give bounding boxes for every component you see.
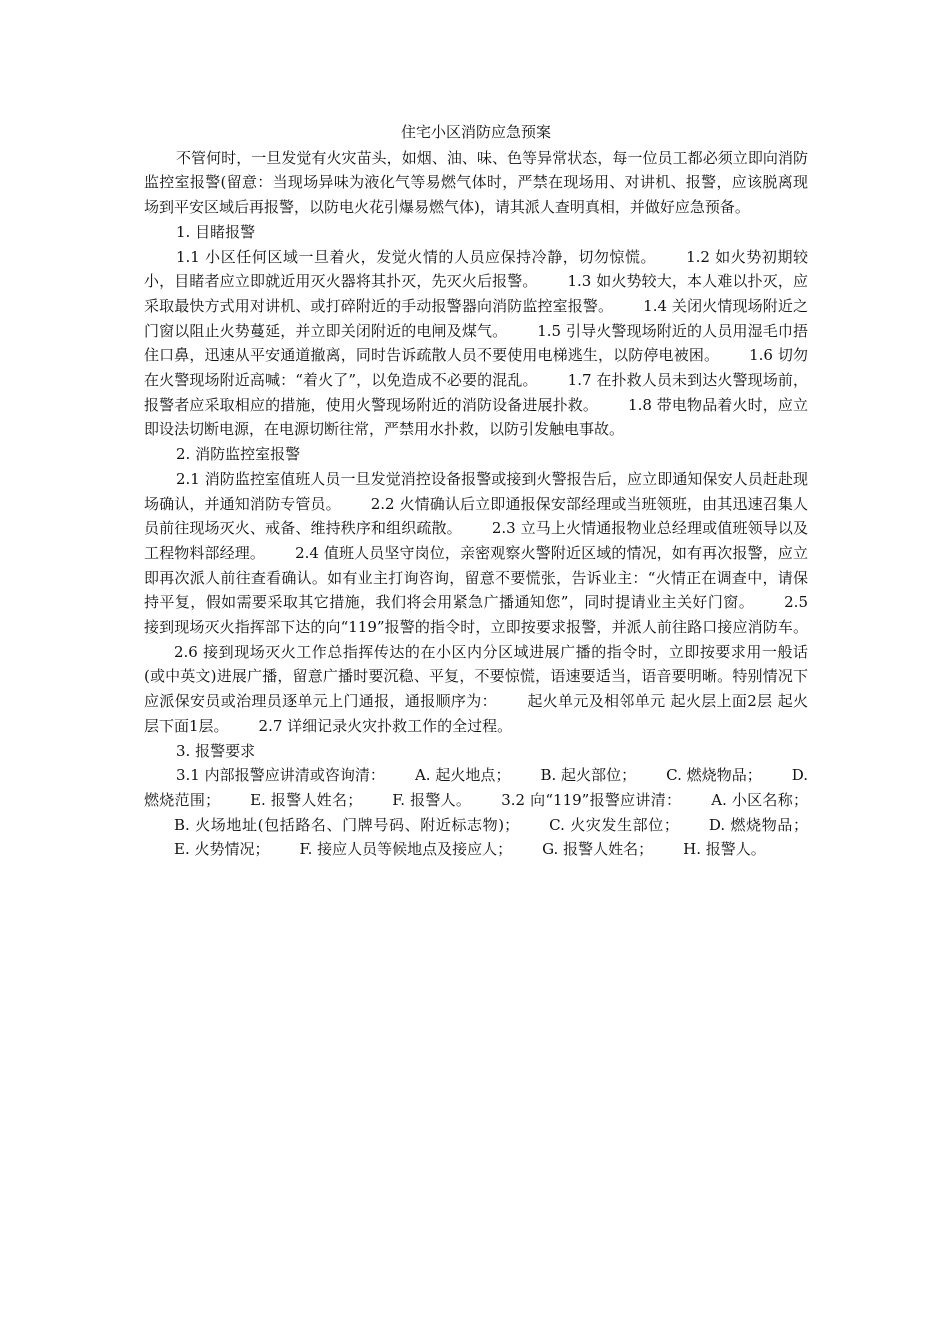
section-body-2: [144, 467, 808, 739]
section-item: C. 火灾发生部位；: [549, 815, 679, 834]
section-item: 1.4 关闭火情现场附近之门窗以阻止火势蔓延，并立即关闭附近的电闸及煤气。: [144, 296, 809, 340]
section-item: 1.2 如火势初期较小，目睹者应立即就近用灭火器将其扑灭，先灭火后报警。: [144, 247, 808, 291]
section-item: 1.8 带电物品着火时，应立即设法切断电源，在电源切断往常，严禁用水扑救，以防引发触电事故。: [144, 395, 808, 439]
section-item: G. 报警人姓名；: [542, 840, 654, 859]
section-item: H. 报警人。: [683, 840, 766, 859]
section-item: 2.5 接到现场灭火指挥部下达的向“119”报警的指令时，立即按要求报警，并派人前往路口接应消防车。: [144, 593, 808, 637]
section-item: 1.6 切勿在火警现场附近高喊：“着火了”，以免造成不必要的混乱。: [144, 346, 809, 390]
section-item: D. 燃烧范围；: [144, 766, 809, 809]
section-item: E. 火势情况；: [174, 840, 270, 859]
section-heading-3: 3. 报警要求: [176, 741, 256, 760]
section-item: 3.2 向“119”报警应讲清：: [501, 790, 682, 809]
intro-paragraph: 不管何时，一旦发觉有火灾苗头，如烟、油、味、色等异常状态，每一位员工都必须立即向消防监控室报警(留意：当现场异味为液化气等易燃气体时，严禁在现场用、对讲机、报警，应该脱离现场到平安区域后再报警，以防电火花引爆易燃气体)，请其派人查明真相，并做好应急预备。: [144, 148, 808, 217]
section-item: 1.1 小区任何区域一旦着火，发觉火情的人员应保持冷静，切勿惊慌。: [176, 247, 657, 266]
section-item: 起火单元及相邻单元 起火层上面2层 起火层下面1层。: [144, 692, 808, 735]
section-item: 2.1 消防监控室值班人员一旦发觉消控设备报警或接到火警报告后，应立即通知保安人员赶赴现场确认，并通知消防专管员。: [144, 469, 808, 513]
section-item: F. 接应人员等候地点及接应人；: [299, 840, 513, 859]
section-body-1: [144, 245, 808, 443]
section-item: B. 火场地址(包括路名、门牌号码、附近标志物)；: [174, 815, 520, 834]
section-item: E. 报警人姓名；: [250, 790, 363, 809]
section-item: 2.3 立马上火情通报物业总经理或值班领导以及工程物料部经理。: [144, 519, 808, 562]
section-item: B. 起火部位；: [540, 766, 637, 785]
section-item: 2.2 火情确认后立即通报保安部经理或当班领班，由其迅速召集人员前往现场灭火、戒备、维持秩序和组织疏散。: [144, 494, 808, 538]
section-item: 3.1 内部报警应讲清或咨询清：: [176, 766, 385, 785]
section-item: 2.4 值班人员坚守岗位，亲密观察火警附近区域的情况，如有再次报警，应立即再次派人前往查看确认。如有业主打询咨询，留意不要慌张，告诉业主：“火情正在调查中，请保持平复，假如需要采取其它措施，我们将会用紧急广播通知您”，同时提请业主关好门窗。: [144, 543, 808, 612]
section-item: C. 燃烧物品；: [666, 766, 762, 785]
section-item: 1.3 如火势较大，本人难以扑灭，应采取最快方式用对讲机、或打碎附近的手动报警器向消防监控室报警。: [144, 272, 809, 315]
document-page: [144, 120, 808, 862]
document-title: 住宅小区消防应急预案: [400, 123, 551, 141]
section-item: D. 燃烧物品；: [708, 815, 809, 834]
section-body-3: [144, 763, 808, 862]
section-item: 2.6 接到现场灭火工作总指挥传达的在小区内分区域进展广播的指令时，立即按要求用一般话(或中英文)进展广播，留意广播时要沉稳、平复，不要惊慌，语速要适当，语音要明晰。特别情况下应派保安员或治理员逐单元上门通报，通报顺序为：: [144, 642, 808, 711]
section-item: A. 小区名称；: [711, 790, 808, 809]
section-item: F. 报警人。: [392, 790, 472, 809]
section-item: 1.7 在扑救人员未到达火警现场前，报警者应采取相应的措施，使用火警现场附近的消防设备进展扑救。: [144, 371, 808, 414]
section-item: 2.7 详细记录火灾扑救工作的全过程。: [258, 716, 513, 735]
section-item: A. 起火地点；: [414, 766, 511, 785]
section-heading-1: 1. 目睹报警: [176, 222, 256, 241]
section-heading-2: 2. 消防监控室报警: [176, 445, 301, 464]
section-item: 1.5 引导火警现场附近的人员用湿毛巾捂住口鼻，迅速从平安通道撤离，同时告诉疏散人员不要使用电梯逃生，以防停电被困。: [144, 321, 808, 365]
